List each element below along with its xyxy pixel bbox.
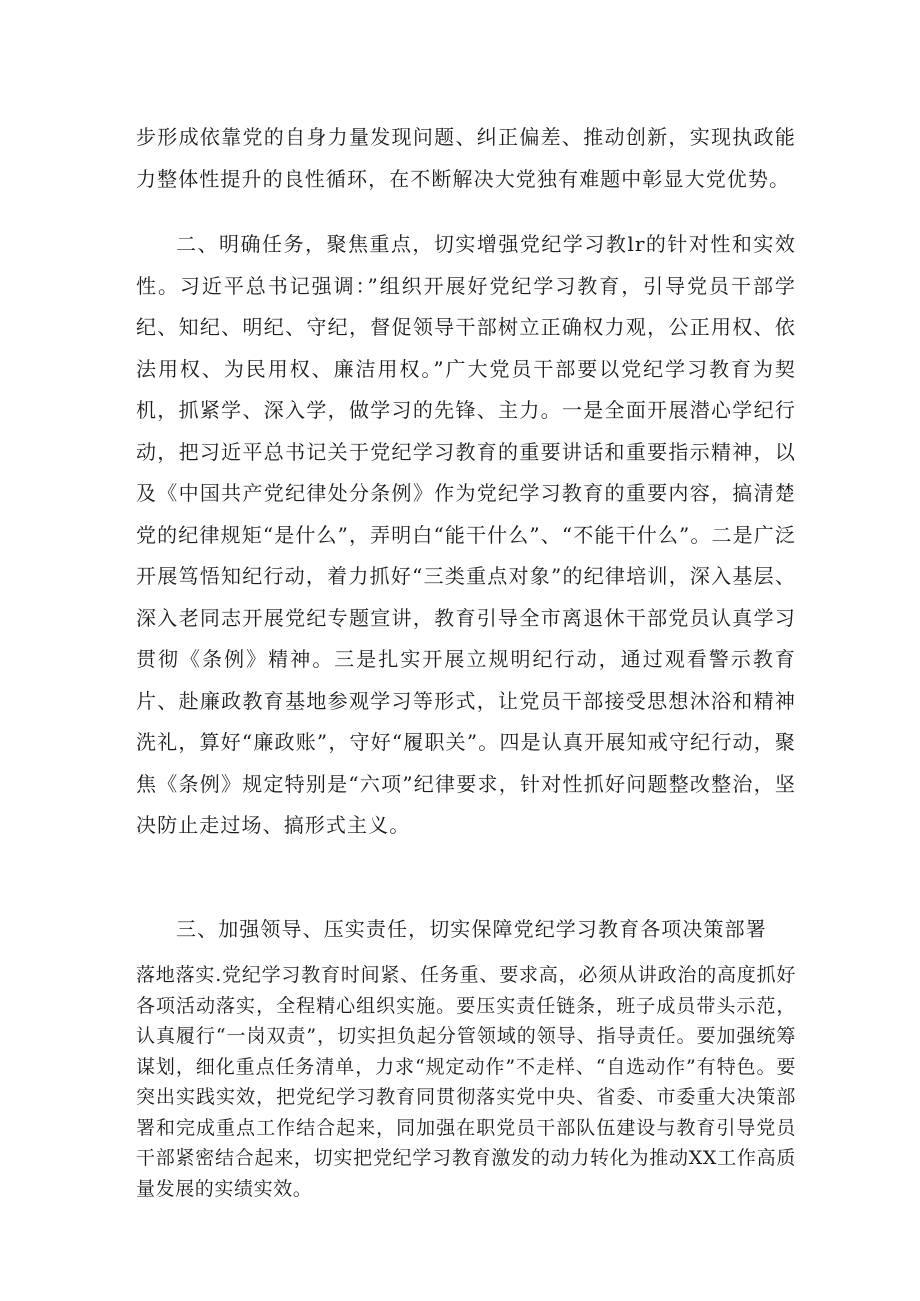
paragraph-section-three: 落地落实.党纪学习教育时间紧、任务重、要求高，必须从讲政治的高度抓好各项活动落实，全程精心组织实施。要压实责任链条，班子成员带头示范，认真履行“一岗双责”，切实担负起分管领域的领导、指导责任。要加强统筹谋划，细化重点任务清单，力求“规定动作”不走样、“自选动作”有特色。要突出实践实效，把党纪学习教育同贯彻落实党中央、省委、市委重大决策部署和完成重点工作结合起来，同加强在职党员干部队伍建设与教育引导党员干部紧密结合起来，切实把党纪学习教育激发的动力转化为推动XX工作高质量发展的实绩实效。 [136, 964, 796, 1200]
section-three-heading: 三、加强领导、压实责任，切实保障党纪学习教育各项决策部署 [176, 917, 767, 941]
paragraph-continuation: 步形成依靠党的自身力量发现问题、纠正偏差、推动创新，实现执政能力整体性提升的良性循环，在不断解决大党独有难题中彰显大党优势。 [136, 125, 796, 191]
paragraph-section-two: 二、明确任务，聚焦重点，切实增强党纪学习教lr的针对性和实效性。习近平总书记强调：”组织开展好党纪学习教育，引导党员干部学纪、知纪、明纪、守纪，督促领导干部树立正确权力观，公正用权、依法用权、为民用权、廉洁用权。”广大党员干部要以党纪学习教育为契机，抓紧学、深入学，做学习的先锋、主力。一是全面开展潜心学纪行动，把习近平总书记关于党纪学习教育的重要讲话和重要指示精神，以及《中国共产党纪律处分条例》作为党纪学习教育的重要内容，搞清楚党的纪律规矩“是什么”，弄明白“能干什么”、“不能干什么”。二是广泛开展笃悟知纪行动，着力抓好“三类重点对象”的纪律培训，深入基层、深入老同志开展党纪专题宣讲，教育引导全市离退休干部党员认真学习贯彻《条例》精神。三是扎实开展立规明纪行动，通过观看警示教育片、赴廉政教育基地参观学习等形式，让党员干部接受思想沐浴和精神洗礼，算好“廉政账”，守好“履职关”。四是认真开展知戒守纪行动，聚焦《条例》规定特别是“六项”纪律要求，针对性抓好问题整改整治，坚决防止走过场、搞形式主义。 [136, 232, 796, 837]
